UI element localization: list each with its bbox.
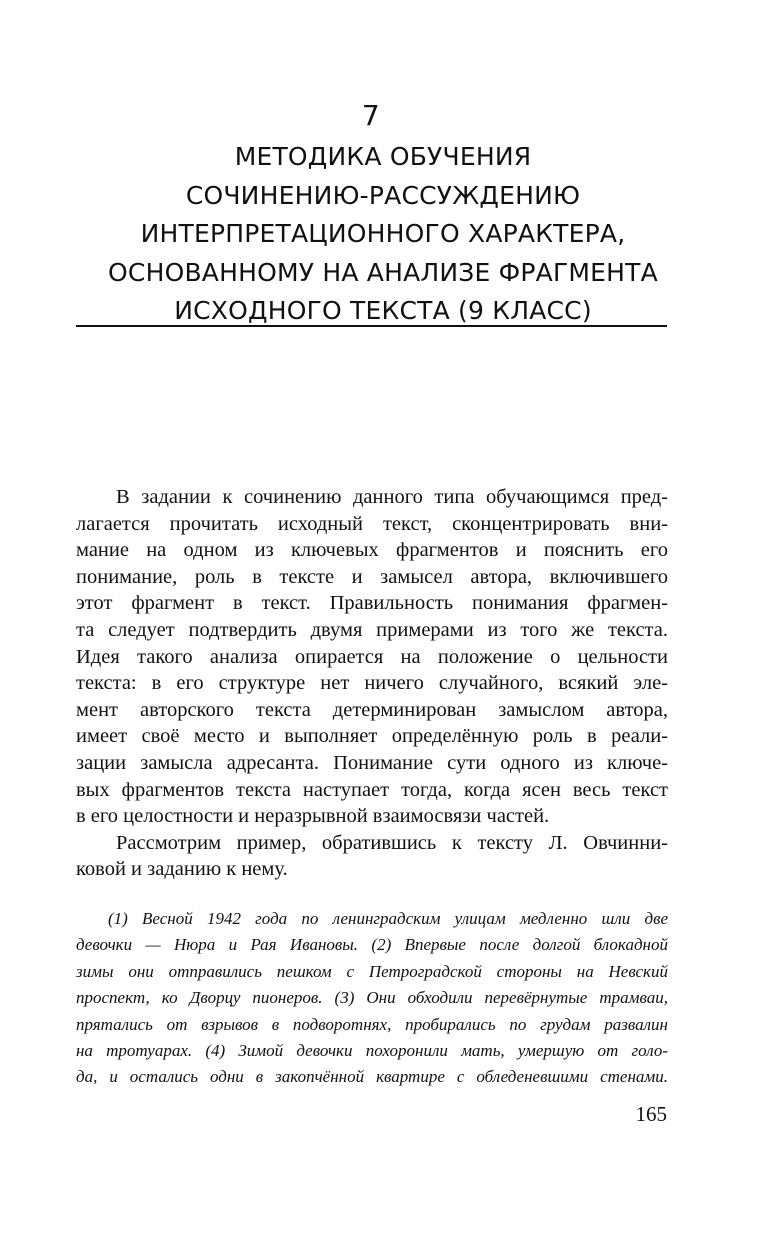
quote-line: проспект, ко Дворцу пионеров. (3) Они обходили перевёрнутые трамваи,	[76, 988, 668, 1008]
quote-line: прятались от взрывов в подворотнях, пробирались по грудам развалин	[76, 1014, 668, 1034]
text-line: этот фрагмент в текст. Правильность понимания фрагмен-	[76, 592, 668, 615]
text-line: мание на одном из ключевых фрагментов и пояснить его	[76, 539, 668, 562]
text-line: имеет своё место и выполняет определённую роль в реали-	[76, 725, 668, 748]
chapter-title-line: СОЧИНЕНИЮ-РАССУЖДЕНИЮ	[185, 180, 581, 210]
text-line: мент авторского текста детерминирован замыслом автора,	[76, 698, 668, 721]
chapter-title	[100, 138, 666, 331]
paragraph	[76, 484, 668, 830]
chapter-title-line: ИСХОДНОГО ТЕКСТА (9 КЛАСС)	[174, 296, 592, 325]
text-line: та следует подтвердить двумя примерами из того же текста.	[76, 618, 668, 641]
title-divider	[76, 325, 667, 327]
quote-line: зимы они отправились пешком с Петроградской стороны на Невский	[76, 961, 668, 981]
quoted-source-text	[76, 906, 668, 1091]
quote-line: (1) Весной 1942 года по ленинградским улицам медленно шли две	[108, 909, 668, 928]
chapter-title-line: ИНТЕРПРЕТАЦИОННОГО ХАРАКТЕРА,	[140, 219, 626, 248]
text-line: текста: в его структуре нет ничего случайного, всякий эле-	[76, 672, 668, 695]
text-line: в его целостности и неразрывной взаимосвязи частей.	[76, 805, 550, 828]
chapter-title-line: МЕТОДИКА ОБУЧЕНИЯ	[234, 142, 532, 171]
quote-line: да, и остались одни в закопчённой квартире с обледеневшими стенами.	[76, 1067, 668, 1087]
text-line: лагается прочитать исходный текст, сконцентрировать вни-	[76, 512, 668, 535]
text-line: Рассмотрим пример, обратившись к тексту Л. Овчинни-	[116, 831, 668, 854]
text-line: В задании к сочинению данного типа обучающимся пред-	[116, 486, 668, 508]
body-text	[76, 484, 668, 883]
text-line: вых фрагментов текста наступает тогда, когда ясен весь текст	[76, 778, 668, 801]
page-number: 165	[635, 1102, 667, 1126]
chapter-title-line: ОСНОВАННОМУ НА АНАЛИЗЕ ФРАГМЕНТА	[108, 257, 658, 287]
quote-line: девочки — Нюра и Рая Ивановы. (2) Впервые после долгой блокадной	[76, 935, 668, 955]
paragraph	[76, 830, 668, 883]
text-line: ковой и заданию к нему.	[76, 858, 288, 881]
text-line: понимание, роль в тексте и замысел автора, включившего	[76, 565, 668, 588]
quote-line: на тротуарах. (4) Зимой девочки похоронили мать, умершую от голо-	[76, 1041, 668, 1061]
chapter-number: 7	[361, 99, 381, 132]
text-line: Идея такого анализа опирается на положение о цельности	[76, 645, 668, 668]
text-line: зации замысла адресанта. Понимание сути одного из ключе-	[76, 751, 668, 774]
